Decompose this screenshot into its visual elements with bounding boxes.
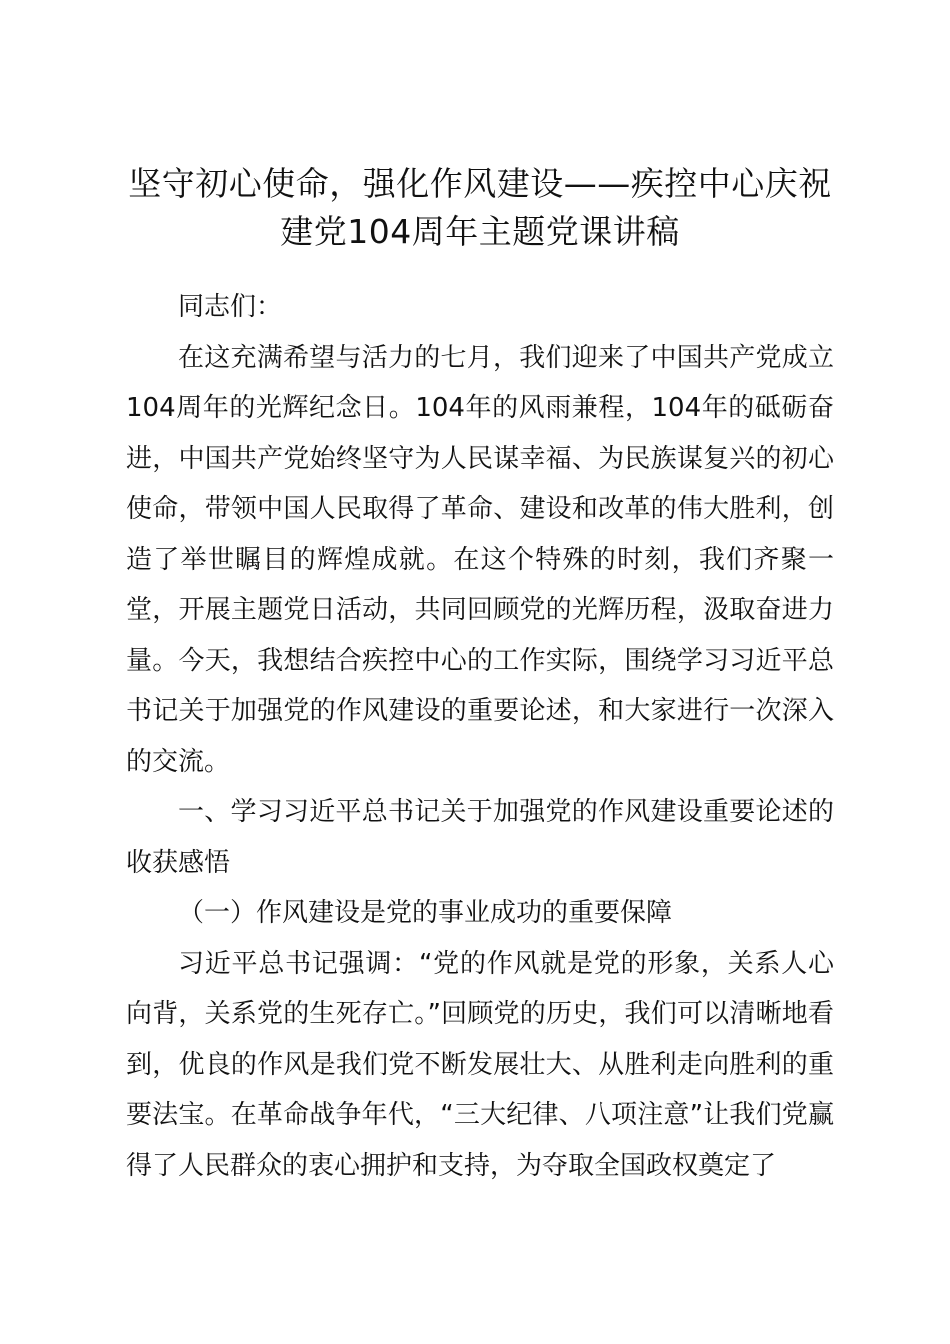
document-body [126, 282, 834, 1191]
subsection-heading: （一）作风建设是党的事业成功的重要保障 [178, 898, 673, 928]
intro-paragraph: 在这充满希望与活力的七月，我们迎来了中国共产党成立104周年的光辉纪念日。104年的风雨兼程，104年的砥砺奋进，中国共产党始终坚守为人民谋幸福、为民族谋复兴的初心使命，带领中国人民取得了革命、建设和改革的伟大胜利，创造了举世瞩目的辉煌成就。在这个特殊的时刻，我们齐聚一堂，开展主题党日活动，共同回顾党的光辉历程，汲取奋进力量。今天，我想结合疾控中心的工作实际，围绕学习习近平总书记关于加强党的作风建设的重要论述，和大家进行一次深入的交流。 [126, 342, 834, 777]
document-title: 坚守初心使命，强化作风建设——疾控中心庆祝建党104周年主题党课讲稿 [128, 164, 832, 251]
section-heading: 一、学习习近平总书记关于加强党的作风建设重要论述的收获感悟 [126, 797, 834, 878]
salutation-paragraph: 同志们： [178, 292, 283, 322]
body-paragraph: 习近平总书记强调：“党的作风就是党的形象，关系人心向背，关系党的生死存亡。”回顾党的历史，我们可以清晰地看到，优良的作风是我们党不断发展壮大、从胜利走向胜利的重要法宝。在革命战争年代，“三大纪律、八项注意”让我们党赢得了人民群众的衷心拥护和支持，为夺取全国政权奠定了 [126, 948, 834, 1181]
